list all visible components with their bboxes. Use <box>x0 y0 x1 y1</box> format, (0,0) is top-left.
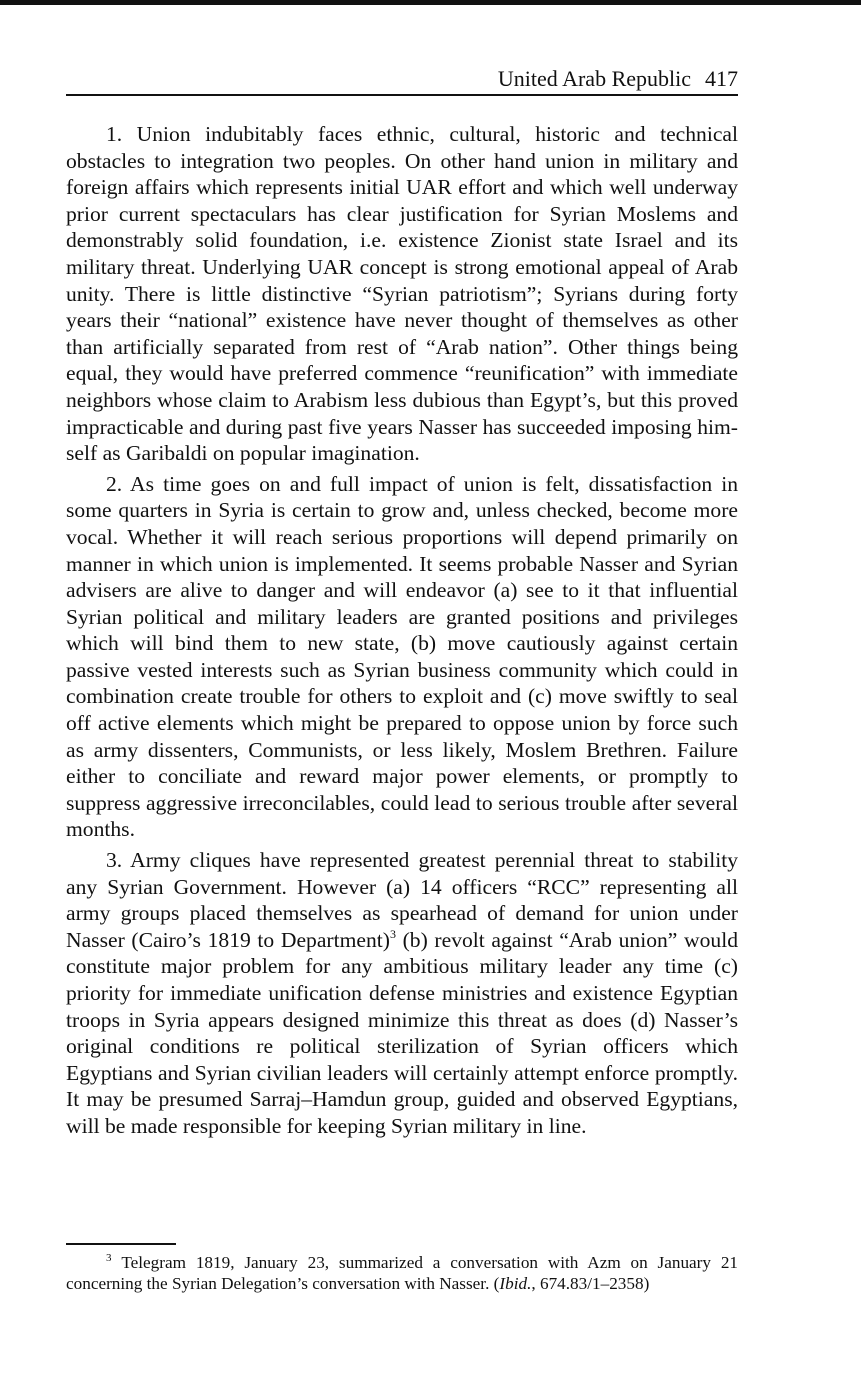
page-number: 417 <box>705 66 738 91</box>
footnote <box>66 1252 738 1294</box>
footnote-rule <box>66 1243 176 1245</box>
paragraph-3-text-part-2: (b) revolt against “Arab union” would constitute major problem for any ambitious military leader any time (c) priority for immediate unification defense ministries and existence Egyptian troops in Syria appears designed minimize this threat as does (d) Nasser’s original conditions re political sterilization of Syrian officers which Egyptians and Syrian civilian leaders will certainly attempt enforce promptly. It may be presumed Sarraj–Hamdun group, guided and observed Egyptians, will be made responsible for keeping Syrian military in line. <box>66 927 738 1138</box>
top-edge-rule <box>0 0 861 5</box>
running-head <box>66 66 738 96</box>
body-text <box>66 121 738 1144</box>
footnote-marker: 3 <box>106 1252 112 1264</box>
running-title: United Arab Republic <box>497 66 691 91</box>
footnote-text-part-1: Telegram 1819, January 23, summarized a conversation with Azm on January 21 concerning the Syrian Delegation’s conversation with Nasser. ( <box>66 1253 739 1293</box>
paragraph-3 <box>66 847 738 1140</box>
paragraph-1: 1. Union indubitably faces ethnic, cultural, historic and technical obstacles to integration two peoples. On other hand union in military and foreign affairs which represents initial UAR effort and which well underway prior current spectaculars has clear justification for Syrian Moslems and demonstrably solid foundation, i.e. existence Zionist state Israel and its military threat. Underlying UAR concept is strong emotional appeal of Arab unity. There is little distinctive “Syrian patriotism”; Syrians during forty years their “national” existence have never thought of themselves as other than artificially separated from rest of “Arab nation”. Other things being equal, they would have preferred commence “reunification” with immediate neighbors whose claim to Arabism less dubious than Egypt’s, but this proved impracticable and during past five years Nasser has succeeded imposing himself as Garibaldi on popular imagination. <box>66 122 738 466</box>
footnote-ibid: Ibid. <box>499 1274 532 1293</box>
footnote-reference: 3 <box>389 926 396 941</box>
paragraph-3-text-part-1: 3. Army cliques have represented greatest perennial threat to stability any Syrian Government. However (a) 14 officers “RCC” representing all army groups placed themselves as spearhead of demand for union under Nasser (Cairo’s 1819 to Department) <box>66 848 738 952</box>
footnote-text-part-2: , 674.83/1–2358) <box>531 1274 650 1293</box>
paragraph-2: 2. As time goes on and full impact of union is felt, dissatisfaction in some quarters in Syria is certain to grow and, unless checked, become more vocal. Whether it will reach serious proportions will depend primarily on manner in which union is implemented. It seems probable Nasser and Syrian advisers are alive to danger and will endeavor (a) see to it that influential Syrian political and military leaders are granted positions and privileges which will bind them to new state, (b) move cautiously against certain passive vested interests such as Syrian business community which could in combination create trouble for others to exploit and (c) move swiftly to seal off active elements which might be prepared to oppose union by force such as army dissenters, Communists, or less likely, Moslem Brethren. Failure either to conciliate and reward major power elements, or promptly to suppress aggressive irreconcilables, could lead to serious trouble after several months. <box>66 471 738 842</box>
